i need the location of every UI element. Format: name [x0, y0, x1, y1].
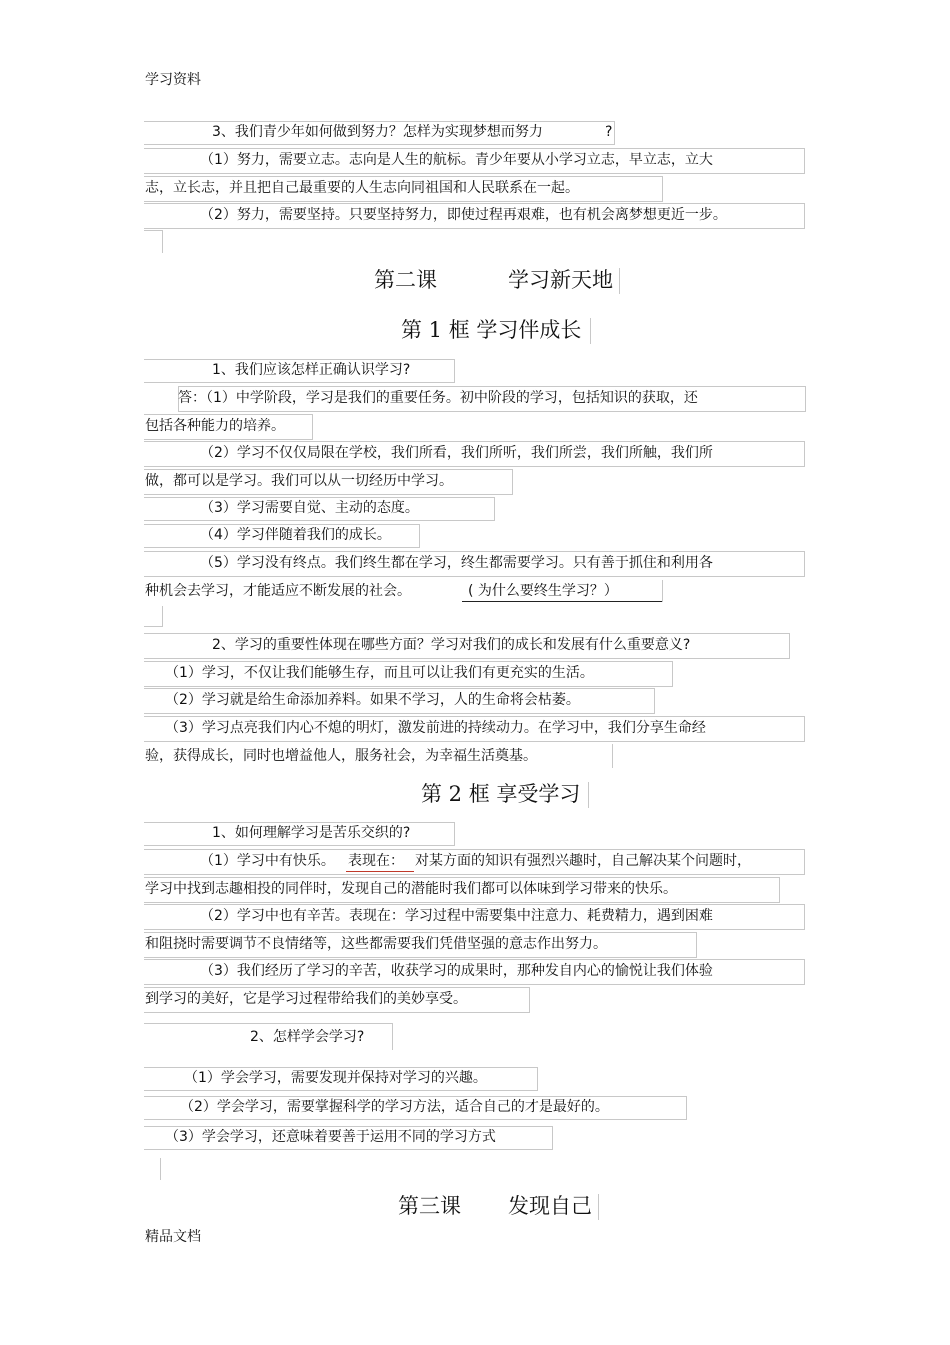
red-underline: [346, 871, 414, 872]
q2-answer-2: （2）学习就是给生命添加养料。如果不学习，人的生命将会枯萎。: [165, 692, 580, 708]
q3-answer-3-line-2: 到学习的美好，它是学习过程带给我们的美妙享受。: [145, 991, 467, 1007]
q1-answer-5-note: ( 为什么要终生学习？）: [468, 583, 618, 599]
q1-answer-4: （4）学习伴随着我们的成长。: [200, 527, 391, 543]
q3-answer-3-line-1: （3）我们经历了学习的辛苦，收获学习的成果时，那种发自内心的愉悦让我们体验: [200, 963, 713, 979]
q4-answer-3: （3）学会学习，还意味着要善于运用不同的学习方式: [165, 1129, 496, 1145]
note-underline: [462, 601, 662, 602]
q2: 2、学习的重要性体现在哪些方面？学习对我们的成长和发展有什么重要意义?: [212, 637, 691, 653]
empty-box: [144, 230, 163, 253]
frame-1-title: 第 1 框 学习伴成长: [401, 318, 582, 342]
q3-answer-2-line-2: 和阻挠时需要调节不良情绪等，这些都需要我们凭借坚强的意志作出努力。: [145, 936, 607, 952]
q1-answer-5-line-1: （5）学习没有终点。我们终生都在学习，终生都需要学习。只有善于抓住和利用各: [200, 555, 713, 571]
lesson-3-number: 第三课: [398, 1194, 461, 1218]
line-rule: [160, 1158, 161, 1180]
heading-rule: [598, 1194, 599, 1220]
question-3: 3、我们青少年如何做到努力？怎样为实现梦想而努力: [212, 124, 543, 140]
q4-answer-1: （1）学会学习，需要发现并保持对学习的兴趣。: [184, 1070, 487, 1086]
q2-answer-1: （1）学习，不仅让我们能够生存，而且可以让我们有更充实的生活。: [165, 665, 594, 681]
lesson-2-title: 学习新天地: [508, 268, 613, 292]
empty-box: [144, 606, 163, 627]
lesson-3-title: 发现自己: [508, 1194, 592, 1218]
q1-answer-2-line-2: 做，都可以是学习。我们可以从一切经历中学习。: [145, 473, 453, 489]
q2-answer-3-line-1: （3）学习点亮我们内心不熄的明灯，激发前进的持续动力。在学习中，我们分享生命经: [165, 720, 706, 736]
q1-answer-1-line-2: 包括各种能力的培养。: [145, 418, 285, 434]
q4: 2、怎样学会学习?: [250, 1029, 365, 1045]
frame-2-title: 第 2 框 享受学习: [421, 782, 581, 806]
q3-answer-1-c: 对某方面的知识有强烈兴趣时，自己解决某个问题时，: [415, 853, 751, 869]
line-rule: [612, 744, 613, 768]
q3: 1、如何理解学习是苦乐交织的?: [212, 825, 411, 841]
heading-rule: [588, 782, 589, 808]
heading-rule: [619, 268, 620, 294]
q1-answer-3: （3）学习需要自觉、主动的态度。: [200, 500, 419, 516]
answer-2: （2）努力，需要坚持。只要坚持努力，即使过程再艰难，也有机会离梦想更近一步。: [200, 207, 727, 223]
q3-answer-2-line-1: （2）学习中也有辛苦。表现在：学习过程中需要集中注意力、耗费精力，遇到困难: [200, 908, 713, 924]
q3-answer-1-line-2: 学习中找到志趣相投的同伴时，发现自己的潜能时我们都可以体味到学习带来的快乐。: [145, 881, 677, 897]
answer-1-line-1: （1）努力，需要立志。志向是人生的航标。青少年要从小学习立志，早立志，立大: [200, 152, 713, 168]
lesson-2-number: 第二课: [374, 268, 437, 292]
heading-rule: [590, 318, 591, 344]
q3-answer-1-b: 表现在：: [348, 853, 404, 869]
page-footer: 精品文档: [145, 1229, 201, 1245]
question-mark: ?: [605, 124, 613, 140]
q3-answer-1-a: （1）学习中有快乐。: [200, 853, 335, 869]
q4-answer-2: （2）学会学习，需要掌握科学的学习方法，适合自己的才是最好的。: [180, 1099, 609, 1115]
answer-1-line-2: 志，立长志，并且把自己最重要的人生志向同祖国和人民联系在一起。: [145, 180, 579, 196]
page-header: 学习资料: [145, 72, 201, 88]
q1-answer-1-line-1: 答：（1）中学阶段，学习是我们的重要任务。初中阶段的学习，包括知识的获取，还: [178, 390, 698, 406]
q2-answer-3-line-2: 验，获得成长，同时也增益他人，服务社会，为幸福生活奠基。: [145, 748, 537, 764]
note-rule: [662, 580, 663, 602]
q1-answer-2-line-1: （2）学习不仅仅局限在学校，我们所看，我们所听，我们所尝，我们所触，我们所: [200, 445, 713, 461]
q1-answer-5-line-2: 种机会去学习，才能适应不断发展的社会。: [145, 583, 411, 599]
q1: 1、我们应该怎样正确认识学习?: [212, 362, 411, 378]
